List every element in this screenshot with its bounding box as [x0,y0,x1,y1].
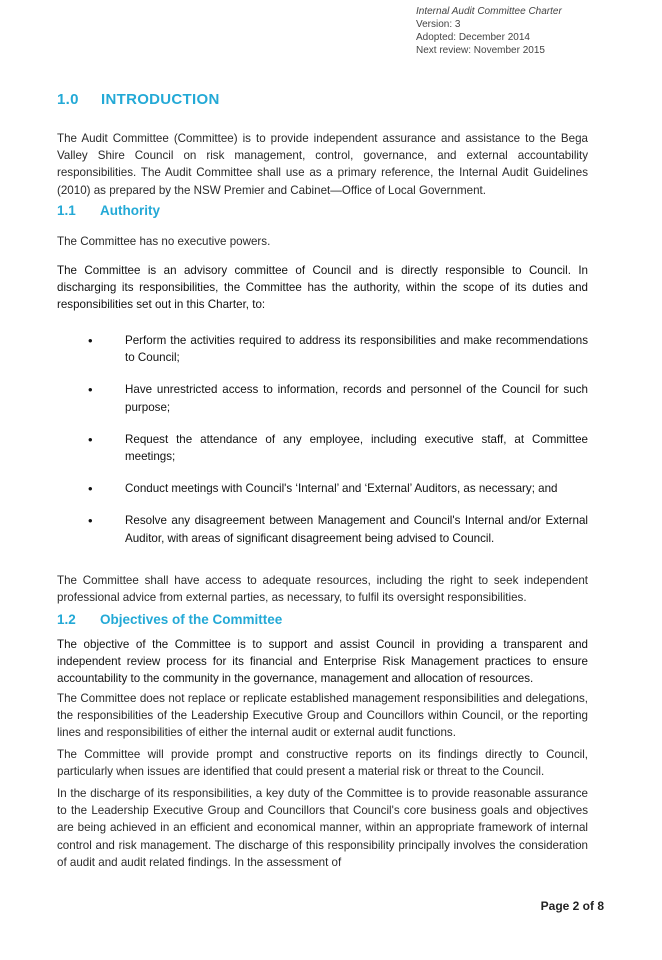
authority-paragraph-1: The Committee has no executive powers. [57,235,271,248]
section-1-heading [57,91,220,108]
bullet-icon: • [88,382,93,398]
section-1-1-title: Authority [100,203,160,218]
bullet-text: Request the attendance of any employee, including executive staff, at Committee meetings; [125,432,588,464]
section-1-1-heading [57,203,160,218]
objectives-paragraph-3: The Committee will provide prompt and constructive reports on its findings directly to Council, particularly when issues are identified that could present a material risk or threat to the Council. [57,748,588,779]
adopted-line: Adopted: December 2014 [416,32,530,43]
list-item [88,431,588,465]
section-1-2-heading [57,612,282,627]
bullet-text: Perform the activities required to address its responsibilities and make recommendations to Council; [125,334,588,365]
objectives-paragraph-1: The objective of the Committee is to support and assist Council in providing a transparent and independent review process for its financial and Enterprise Risk Management practices to ensure accountability to the community in the governance, management and allocation of resources. [57,638,588,686]
page-number: Page 2 of 8 [540,899,604,913]
section-1-number: 1.0 [57,91,79,108]
bullet-icon: • [88,481,93,497]
bullet-text: Conduct meetings with Council's ‘Internal’ and ‘External’ Auditors, as necessary; and [125,482,558,496]
section-1-2-title: Objectives of the Committee [100,612,283,627]
objectives-paragraph-4: In the discharge of its responsibilities, a key duty of the Committee is to provide reasonable assurance to the Leadership Executive Group and Councillors that Council's core business goals and objectives are being achieved in an efficient and economical manner, within an appropriate framework of internal control and risk management. The discharge of this responsibility principally involves the consideration of audit and audit related findings. In the assessment of [57,787,588,869]
bullet-text: Resolve any disagreement between Management and Council's Internal and/or External Auditor, with areas of significant disagreement being advised to Council. [125,514,588,545]
section-1-title: INTRODUCTION [101,91,220,108]
version-line: Version: 3 [416,19,461,30]
authority-paragraph-2: The Committee is an advisory committee of Council and is directly responsible to Council. In discharging its responsibilities, the Committee has the authority, within the scope of its duties and responsibilities set out in this Charter, to: [57,264,588,312]
section-1-2-number: 1.2 [57,612,76,627]
introduction-paragraph: The Audit Committee (Committee) is to provide independent assurance and assistance to the Bega Valley Shire Council on risk management, control, governance, and external accountability responsibilities. The Audit Committee shall use as a primary reference, the Internal Audit Guidelines (2010) as prepared by the NSW Premier and Cabinet—Office of Local Government. [57,132,588,197]
authority-bullet-list [88,332,588,547]
section-1-1-number: 1.1 [57,203,76,218]
authority-paragraph-3: The Committee shall have access to adequate resources, including the right to seek independent professional advice from external parties, as necessary, to fulfil its oversight responsibilities. [57,574,588,605]
bullet-text: Have unrestricted access to information, records and personnel of the Council for such purpose; [125,383,588,414]
list-item [88,381,588,415]
list-item [88,332,588,366]
document-header [416,5,656,57]
list-item [88,512,588,546]
bullet-icon: • [88,513,93,529]
bullet-icon: • [88,333,93,348]
objectives-paragraph-2: The Committee does not replace or replicate established management responsibilities and delegations, the responsibilities of the Leadership Executive Group and Councillors within Council, or the reporting lines and responsibilities of either the internal audit or external audit functions. [57,692,588,740]
next-review-line: Next review: November 2015 [416,45,545,56]
list-item [88,480,588,497]
bullet-icon: • [88,431,93,447]
charter-title: Internal Audit Committee Charter [416,6,562,17]
